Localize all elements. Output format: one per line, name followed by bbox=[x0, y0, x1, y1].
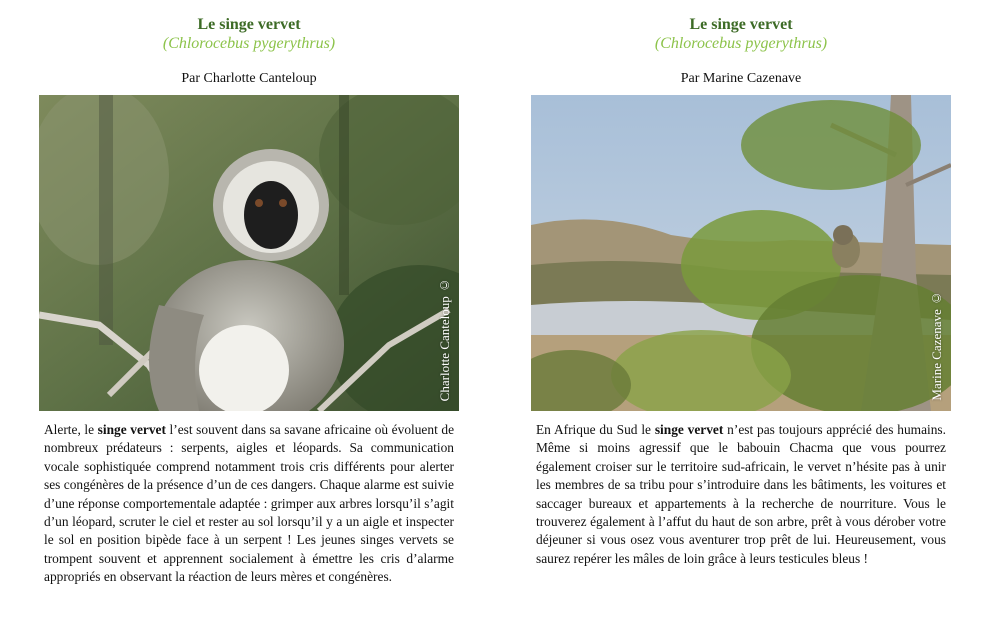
photo-credit: Marine Cazenave © bbox=[929, 291, 944, 401]
bold-term: singe vervet bbox=[654, 422, 724, 437]
scientific-name: (Chlorocebus pygerythrus) bbox=[162, 35, 336, 52]
article-body: Alerte, le singe vervet l’est souvent dans sa savane africaine où évoluent de nombreux prédateurs : serpents, aigles et léopards. Sa communication vocale sophistiquée comprend notamment trois cris différents pour alerter ses congénères de la présence d’un de ces dangers. Chaque alarme est suivie d’une réponse comportementale adaptée : grimper aux arbres lorsqu’il s’agit d’un léopard, scruter le ciel et rester au sol lorsqu’il y a un aigle et inspecter le sol en position bipède face à un serpent ! Les jeunes singes vervets se trompent souvent et apprennent socialement à émettre les cris d’alarme appropriés en observant la réaction de leurs mères et congénères. bbox=[44, 422, 455, 585]
scientific-name-text: Chlorocebus pygerythrus bbox=[660, 35, 822, 52]
vervet-monkey-photo bbox=[39, 95, 459, 411]
scientific-name: (Chlorocebus pygerythrus) bbox=[654, 35, 828, 52]
article-title: Le singe vervet bbox=[197, 16, 301, 33]
scientific-name-text: Chlorocebus pygerythrus bbox=[168, 35, 330, 52]
article-title: Le singe vervet bbox=[689, 16, 793, 33]
savanna-tree-photo bbox=[531, 95, 951, 411]
author-byline: Par Marine Cazenave bbox=[680, 71, 802, 86]
article-left bbox=[39, 0, 459, 587]
author-byline: Par Charlotte Canteloup bbox=[181, 71, 317, 86]
article-body: En Afrique du Sud le singe vervet n’est pas toujours apprécié des humains. Même si moins agressif que le babouin Chacma que vous pourrez également croiser sur le territoire sud-africain, le vervet n’hésite pas à unir les membres de sa tribu pour s’introduire dans les bâtiments, les voitures et saccager bureaux et appartements à la recherche de nourriture. Vous le trouverez également à l’affut du haut de son arbre, prêt à vous dérober votre déjeuner si vous osez vous aventurer trop prêt de lui. Heureusement, vous saurez repérer les mâles de loin grâce à leurs testicules bleus ! bbox=[536, 422, 946, 566]
bold-term: singe vervet bbox=[97, 422, 166, 437]
article-right bbox=[531, 0, 951, 568]
photo-credit: Charlotte Canteloup © bbox=[437, 277, 452, 401]
